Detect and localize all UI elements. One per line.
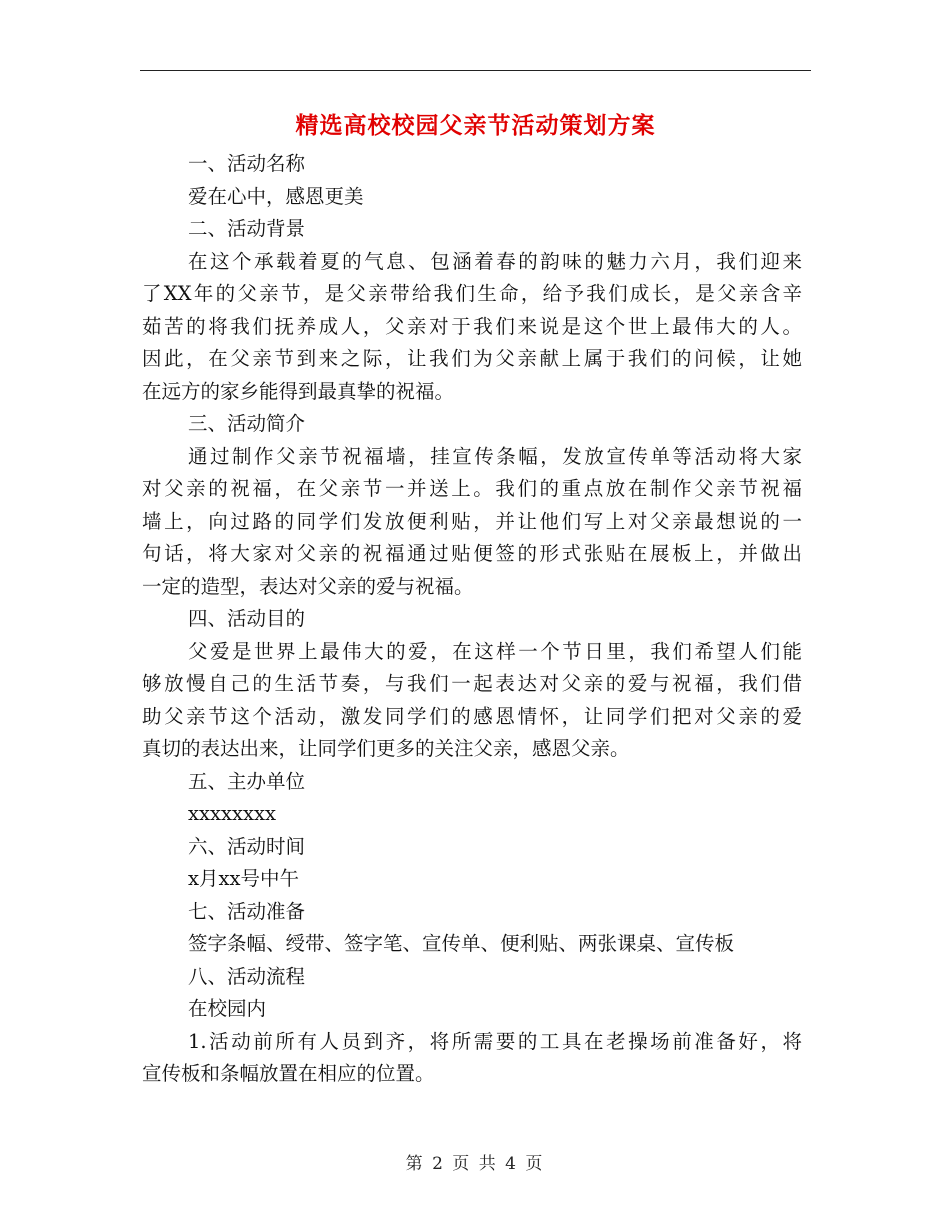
text-line: 在远方的家乡能得到最真挚的祝福。 bbox=[142, 379, 455, 403]
text-line: 四、活动目的 bbox=[188, 607, 306, 630]
text-line: 宣传板和条幅放置在相应的位置。 bbox=[142, 1062, 435, 1085]
text-line: 对父亲的祝福，在父亲节一并送上。我们的重点放在制作父亲节祝福 bbox=[142, 477, 802, 500]
text-line: 五、主办单位 bbox=[188, 769, 306, 793]
text-line: 七、活动准备 bbox=[188, 899, 306, 923]
text-line: 句话，将大家对父亲的祝福通过贴便签的形式张贴在展板上，并做出 bbox=[142, 542, 802, 565]
text-line: x月xx号中午 bbox=[188, 867, 299, 890]
text-line: 1.活动前所有人员到齐，将所需要的工具在老操场前准备好，将 bbox=[188, 1029, 802, 1053]
text-line: 八、活动流程 bbox=[188, 964, 306, 988]
text-line: 父爱是世界上最伟大的爱，在这样一个节日里，我们希望人们能 bbox=[188, 639, 802, 663]
text-line: 助父亲节这个活动，激发同学们的感恩情怀，让同学们把对父亲的爱 bbox=[142, 704, 802, 728]
document-title: 精选高校校园父亲节活动策划方案 bbox=[295, 112, 656, 139]
text-line: 在校园内 bbox=[188, 997, 267, 1020]
text-line: 三、活动简介 bbox=[188, 412, 306, 435]
text-line: 一定的造型，表达对父亲的爱与祝福。 bbox=[142, 574, 474, 598]
text-line: 通过制作父亲节祝福墙，挂宣传条幅，发放宣传单等活动将大家 bbox=[188, 444, 802, 468]
text-line: 茹苦的将我们抚养成人，父亲对于我们来说是这个世上最伟大的人。 bbox=[142, 314, 802, 338]
header-rule bbox=[140, 70, 811, 71]
text-line: 够放慢自己的生活节奏，与我们一起表达对父亲的爱与祝福，我们借 bbox=[142, 672, 802, 695]
text-line: 墙上，向过路的同学们发放便利贴，并让他们写上对父亲最想说的一 bbox=[142, 509, 802, 533]
text-line: 二、活动背景 bbox=[188, 217, 306, 240]
text-line: 签字条幅、绶带、签字笔、宣传单、便利贴、两张课桌、宣传板 bbox=[188, 932, 735, 955]
text-line: 爱在心中，感恩更美 bbox=[188, 184, 364, 208]
text-line: 真切的表达出来，让同学们更多的关注父亲，感恩父亲。 bbox=[142, 737, 630, 760]
text-line: 在这个承载着夏的气息、包涵着春的韵味的魅力六月，我们迎来 bbox=[188, 249, 802, 273]
page-number-footer: 第 2 页 共 4 页 bbox=[405, 1154, 545, 1174]
text-line: 一、活动名称 bbox=[188, 152, 306, 175]
text-line: 了XX年的父亲节，是父亲带给我们生命，给予我们成长，是父亲含辛 bbox=[142, 282, 802, 305]
text-line: 六、活动时间 bbox=[188, 834, 306, 858]
text-line: xxxxxxxx bbox=[188, 802, 276, 825]
document-body bbox=[142, 148, 802, 1091]
text-line: 因此，在父亲节到来之际，让我们为父亲献上属于我们的问候，让她 bbox=[142, 347, 802, 370]
